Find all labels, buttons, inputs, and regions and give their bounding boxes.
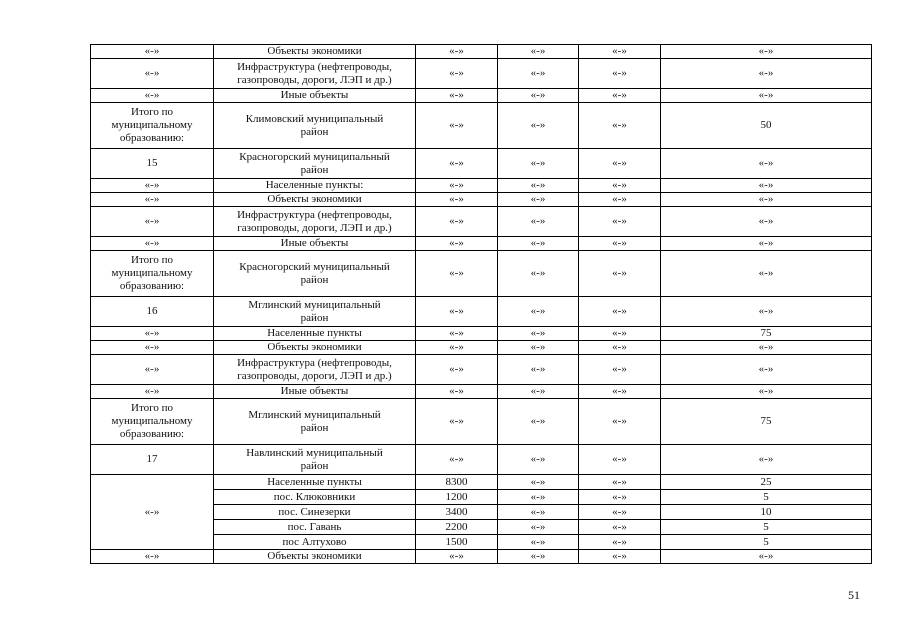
table-row [91,475,872,490]
page-number: 51 [848,588,860,602]
value-cell-1: 2200 [416,520,498,535]
value-cell-2: «-» [498,45,579,59]
row-label-cell: Итого по муниципальному образованию: [91,399,214,445]
category-cell: Населенные пункты [214,327,416,341]
table-row [91,89,872,103]
value-cell-4: «-» [661,237,872,251]
table-row [91,399,872,445]
value-cell-3: «-» [579,385,661,399]
value-cell-4: 75 [661,399,872,445]
row-label-cell: «-» [91,475,214,550]
table-row [91,45,872,59]
table-row [91,103,872,149]
value-cell-1: «-» [416,385,498,399]
value-cell-4: 5 [661,490,872,505]
value-cell-4: 10 [661,505,872,520]
value-cell-3: «-» [579,89,661,103]
category-cell: Красногорский муниципальный район [214,149,416,179]
value-cell-1: «-» [416,45,498,59]
value-cell-2: «-» [498,297,579,327]
row-label-cell: 17 [91,445,214,475]
value-cell-1: 1500 [416,535,498,550]
value-cell-4: «-» [661,550,872,564]
category-cell: Иные объекты [214,89,416,103]
value-cell-3: «-» [579,193,661,207]
table-row [91,550,872,564]
value-cell-4: 5 [661,535,872,550]
row-label-cell: «-» [91,59,214,89]
value-cell-2: «-» [498,59,579,89]
value-cell-4: «-» [661,385,872,399]
value-cell-1: «-» [416,237,498,251]
value-cell-3: «-» [579,550,661,564]
category-cell: Объекты экономики [214,341,416,355]
value-cell-4: «-» [661,59,872,89]
category-cell: Объекты экономики [214,550,416,564]
value-cell-2: «-» [498,193,579,207]
category-cell: Объекты экономики [214,193,416,207]
value-cell-4: «-» [661,149,872,179]
value-cell-1: «-» [416,193,498,207]
table-row [91,207,872,237]
table-row [91,341,872,355]
table-row [91,193,872,207]
value-cell-1: «-» [416,399,498,445]
value-cell-3: «-» [579,475,661,490]
value-cell-4: 25 [661,475,872,490]
row-label-cell: «-» [91,45,214,59]
category-cell: Объекты экономики [214,45,416,59]
value-cell-2: «-» [498,445,579,475]
value-cell-1: «-» [416,297,498,327]
value-cell-4: «-» [661,89,872,103]
category-cell: пос. Синезерки [214,505,416,520]
category-cell: Иные объекты [214,385,416,399]
value-cell-1: «-» [416,179,498,193]
value-cell-4: «-» [661,297,872,327]
value-cell-4: «-» [661,45,872,59]
row-label-cell: «-» [91,237,214,251]
value-cell-3: «-» [579,207,661,237]
row-label-cell: «-» [91,179,214,193]
value-cell-1: «-» [416,207,498,237]
table-row [91,355,872,385]
category-cell: Инфраструктура (нефтепроводы, газопроводы, дороги, ЛЭП и др.) [214,207,416,237]
row-label-cell: 15 [91,149,214,179]
value-cell-1: 8300 [416,475,498,490]
category-cell: пос Алтухово [214,535,416,550]
value-cell-3: «-» [579,445,661,475]
value-cell-1: «-» [416,355,498,385]
value-cell-3: «-» [579,251,661,297]
value-cell-3: «-» [579,505,661,520]
table-row [91,445,872,475]
value-cell-1: «-» [416,550,498,564]
value-cell-3: «-» [579,45,661,59]
value-cell-3: «-» [579,327,661,341]
value-cell-4: «-» [661,341,872,355]
table-row [91,327,872,341]
table-row [91,385,872,399]
category-cell: пос. Гавань [214,520,416,535]
value-cell-1: «-» [416,327,498,341]
value-cell-2: «-» [498,550,579,564]
table-row [91,237,872,251]
category-cell: Инфраструктура (нефтепроводы, газопроводы, дороги, ЛЭП и др.) [214,59,416,89]
value-cell-1: 1200 [416,490,498,505]
row-label-cell: 16 [91,297,214,327]
table-body [91,45,872,564]
row-label-cell: «-» [91,327,214,341]
value-cell-3: «-» [579,490,661,505]
table-row [91,59,872,89]
value-cell-2: «-» [498,341,579,355]
value-cell-4: «-» [661,179,872,193]
category-cell: Мглинский муниципальный район [214,297,416,327]
value-cell-2: «-» [498,89,579,103]
category-cell: Населенные пункты [214,475,416,490]
table-row [91,179,872,193]
value-cell-3: «-» [579,59,661,89]
row-label-cell: «-» [91,385,214,399]
table-row [91,297,872,327]
value-cell-3: «-» [579,103,661,149]
value-cell-3: «-» [579,297,661,327]
row-label-cell: «-» [91,550,214,564]
value-cell-4: 75 [661,327,872,341]
value-cell-1: «-» [416,341,498,355]
category-cell: Населенные пункты: [214,179,416,193]
value-cell-3: «-» [579,179,661,193]
row-label-cell: «-» [91,193,214,207]
category-cell: Навлинский муниципальный район [214,445,416,475]
category-cell: Иные объекты [214,237,416,251]
value-cell-2: «-» [498,251,579,297]
value-cell-1: «-» [416,59,498,89]
row-label-cell: «-» [91,355,214,385]
category-cell: Красногорский муниципальный район [214,251,416,297]
value-cell-2: «-» [498,355,579,385]
table-row [91,251,872,297]
value-cell-4: 5 [661,520,872,535]
value-cell-3: «-» [579,535,661,550]
value-cell-2: «-» [498,475,579,490]
value-cell-3: «-» [579,149,661,179]
value-cell-3: «-» [579,355,661,385]
row-label-cell: Итого по муниципальному образованию: [91,103,214,149]
category-cell: Мглинский муниципальный район [214,399,416,445]
row-label-cell: Итого по муниципальному образованию: [91,251,214,297]
value-cell-1: «-» [416,149,498,179]
value-cell-4: «-» [661,193,872,207]
value-cell-3: «-» [579,341,661,355]
value-cell-3: «-» [579,520,661,535]
row-label-cell: «-» [91,89,214,103]
value-cell-2: «-» [498,327,579,341]
value-cell-2: «-» [498,149,579,179]
row-label-cell: «-» [91,341,214,355]
category-cell: пос. Клюковники [214,490,416,505]
value-cell-1: «-» [416,251,498,297]
value-cell-2: «-» [498,385,579,399]
value-cell-2: «-» [498,179,579,193]
value-cell-4: «-» [661,445,872,475]
value-cell-3: «-» [579,399,661,445]
value-cell-4: «-» [661,355,872,385]
value-cell-2: «-» [498,490,579,505]
value-cell-4: 50 [661,103,872,149]
category-cell: Климовский муниципальный район [214,103,416,149]
value-cell-2: «-» [498,535,579,550]
value-cell-4: «-» [661,251,872,297]
value-cell-1: «-» [416,89,498,103]
value-cell-4: «-» [661,207,872,237]
category-cell: Инфраструктура (нефтепроводы, газопроводы, дороги, ЛЭП и др.) [214,355,416,385]
value-cell-1: «-» [416,445,498,475]
value-cell-2: «-» [498,520,579,535]
value-cell-1: «-» [416,103,498,149]
value-cell-2: «-» [498,237,579,251]
value-cell-1: 3400 [416,505,498,520]
value-cell-2: «-» [498,103,579,149]
row-label-cell: «-» [91,207,214,237]
value-cell-2: «-» [498,399,579,445]
value-cell-3: «-» [579,237,661,251]
table-row [91,149,872,179]
value-cell-2: «-» [498,505,579,520]
value-cell-2: «-» [498,207,579,237]
data-table [90,44,872,564]
